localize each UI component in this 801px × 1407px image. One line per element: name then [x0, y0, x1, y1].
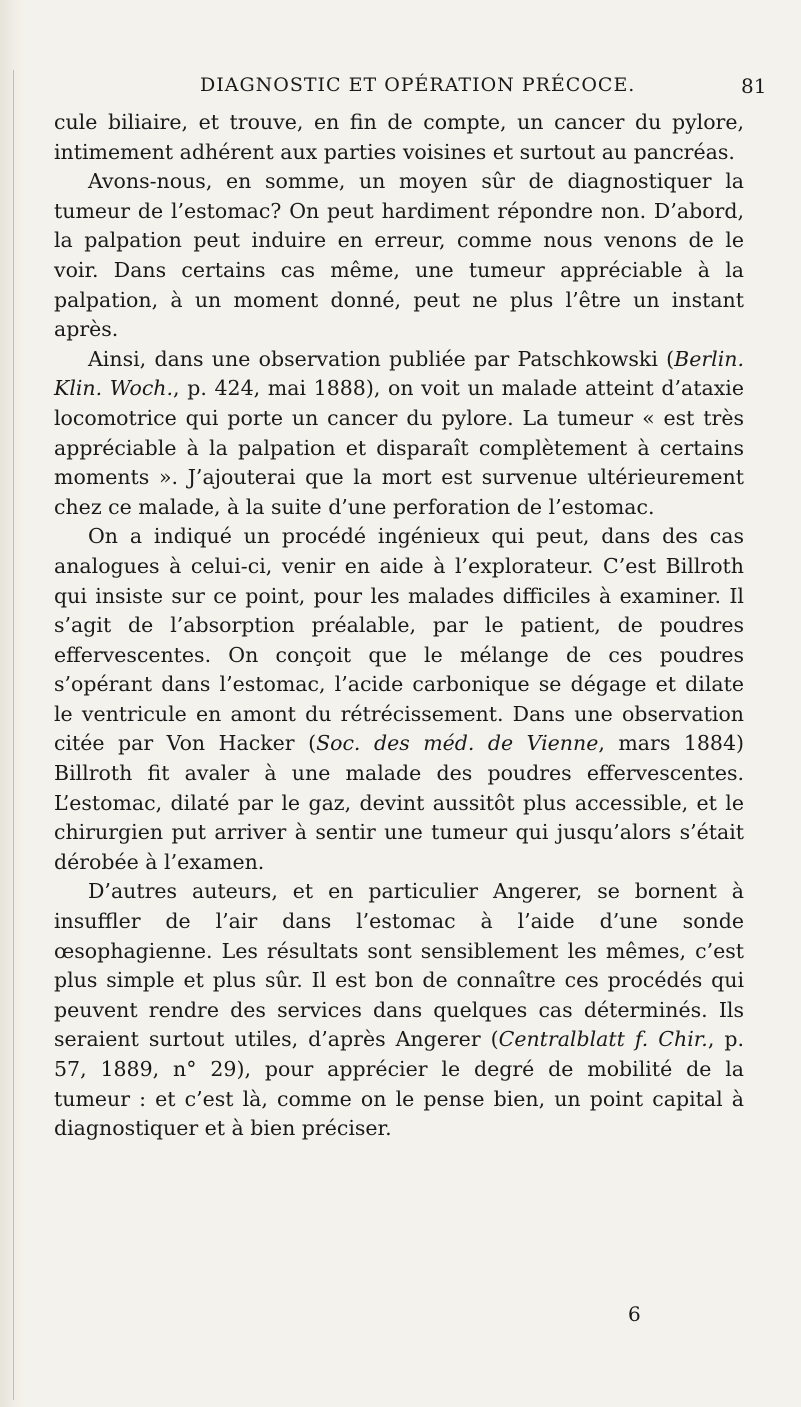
- paragraph-text: , p. 57, 1889, n° 29), pour apprécier le degré de mobilité de la tumeur : et c’est là, comme on le pense bien, un point capital à diagnostiquer et à bien préciser.: [54, 1027, 744, 1141]
- body-text: [54, 108, 744, 1144]
- paragraph-text: , p. 424, mai 1888), on voit un malade atteint d’ataxie locomotrice qui porte un cancer du pylore. La tumeur « est très appréciable à la palpation et disparaît complètement à certains moments ». J’ajouterai que la mort est survenue ultérieurement chez ce malade, à la suite d’une perforation de l’estomac.: [54, 376, 744, 519]
- citation-italic: Berlin. Klin. Woch.: [54, 346, 744, 401]
- paragraph: [54, 522, 744, 877]
- paragraph: [54, 108, 744, 167]
- paragraph-text: cule biliaire, et trouve, en fin de compte, un cancer du pylore, intimement adhérent aux parties voisines et surtout au pancréas.: [54, 110, 744, 164]
- paragraph: [54, 345, 744, 523]
- paragraph: [54, 167, 744, 345]
- gutter-shadow-line: [13, 70, 14, 1400]
- citation-italic: Soc. des méd. de Vienne: [316, 731, 599, 756]
- paragraph-text: On a indiqué un procédé ingénieux qui peut, dans des cas analogues à celui-ci, venir en aide à l’explorateur. C’est Billroth qui insiste sur ce point, pour les malades difficiles à examiner. Il s’agit de l’absorption préalable, par le patient, de poudres effervescentes. On conçoit que le mélange de ces poudres s’opérant dans l’estomac, l’acide carbonique se dégage et dilate le ventricule en amont du rétrécissement. Dans une observation citée par Von Hacker (: [54, 524, 744, 756]
- paragraph-text: Avons-nous, en somme, un moyen sûr de diagnostiquer la tumeur de l’estomac? On peut hardiment répondre non. D’abord, la palpation peut induire en erreur, comme nous venons de le voir. Dans certains cas même, une tumeur appréciable à la palpation, à un moment donné, peut ne plus l’être un instant après.: [54, 169, 744, 342]
- running-header: DIAGNOSTIC ET OPÉRATION PRÉCOCE.: [200, 74, 636, 96]
- citation-italic: Centralblatt f. Chir.: [498, 1027, 708, 1052]
- signature-mark: 6: [628, 1302, 641, 1326]
- page-number: 81: [741, 74, 767, 98]
- paragraph-text: Ainsi, dans une observation publiée par Patschkowski (: [88, 346, 675, 371]
- paragraph-text: D’autres auteurs, et en particulier Angerer, se bornent à insuffler de l’air dans l’estomac à l’aide d’une sonde œsophagienne. Les résultats sont sensiblement les mêmes, c’est plus simple et plus sûr. Il est bon de connaître ces procédés qui peuvent rendre des services dans quelques cas déterminés. Ils seraient surtout utiles, d’après Angerer (: [54, 879, 744, 1052]
- paragraph: [54, 877, 744, 1143]
- paragraph-text: , mars 1884) Billroth fit avaler à une malade des poudres effervescentes. L’estomac, dilaté par le gaz, devint aussitôt plus accessible, et le chirurgien put arriver à sentir une tumeur qui jusqu’alors s’était dérobée à l’examen.: [54, 731, 744, 874]
